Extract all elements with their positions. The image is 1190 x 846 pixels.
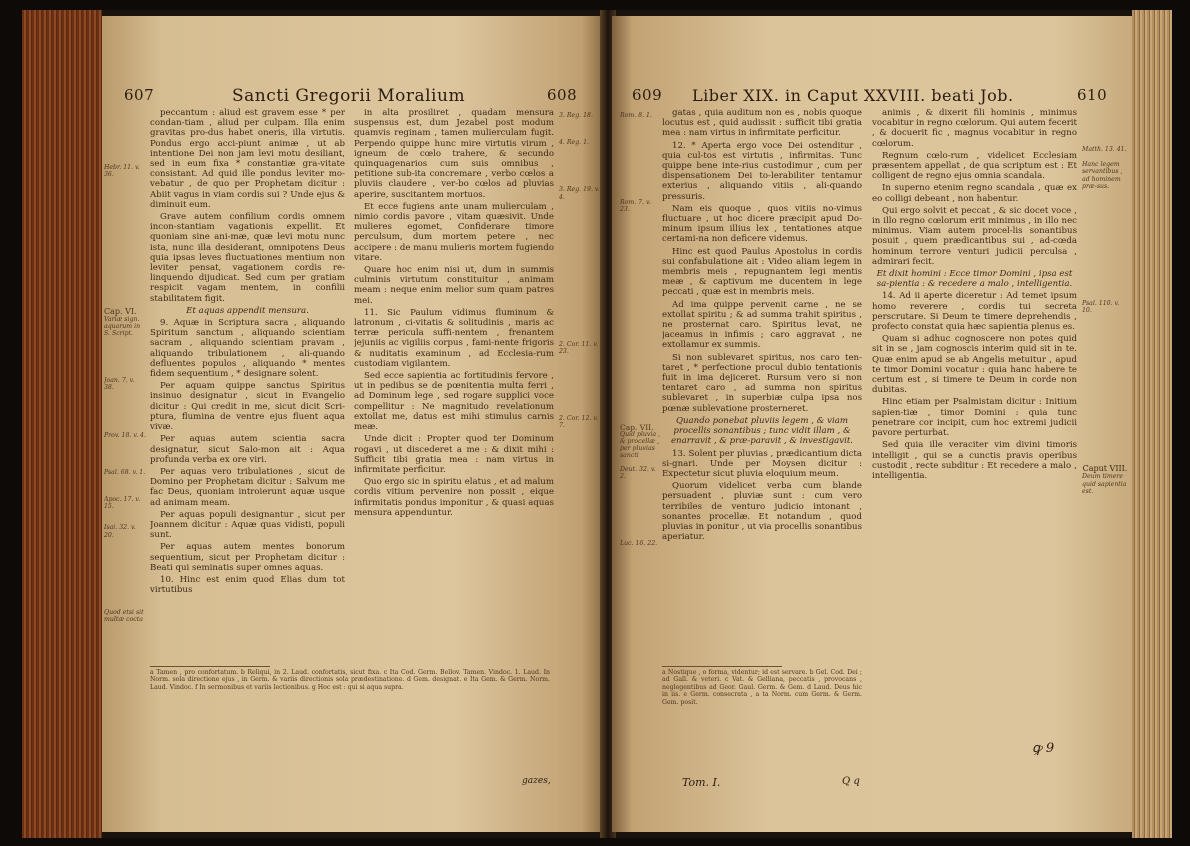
margin-note: Deut. 32. v. 2. [620, 465, 656, 480]
open-book [22, 10, 1172, 838]
paragraph: 13. Solent per pluvias , prædicantium dicta si-gnari. Unde per Moysen dicitur : Expectetur sicut pluvia eloquium meum. [662, 448, 862, 479]
right-page-inner-margin [620, 112, 662, 672]
paragraph: Grave autem confilium cordis omnem incon-stantiam vagationis expellit. Et quoniam sine ani-mæ, quæ levi motu nunc ista, nunc illa desiderant, omnipotens Deus quia ipsas leves fluctuationes mentium non leviter pensat, vagationem cordis re-linquendo dijudicat. Sed cum per gratiam respicit vagam mentem, in confilii stabilitatem figit. [150, 212, 345, 304]
margin-note: Quod etsi sit multæ cocta [104, 608, 144, 624]
margin-note: 3. Reg. 18. [559, 112, 593, 119]
verse-heading: Et aquas appendit mensura. [186, 305, 309, 316]
paragraph: Qui ergo solvit et peccat , & sic docet voce , in illo regno cœlorum erit minimus , in illo nec minimus. Viam autem procel-lis sonantibus posuit , quem prædicantibus sui , ad-cœda hominum terrore venturi judicii perculsa , admirari fecit. [872, 205, 1077, 267]
margin-note: Hebr. 11. v. 36. [104, 164, 140, 179]
right-page-column-b [872, 108, 1077, 668]
margin-note: Deum timere quid sapientia est. [1082, 473, 1127, 495]
margin-note: 2. Cor. 11. v. 23. [559, 340, 599, 356]
paragraph: 11. Sic Paulum vidimus fluminum & latronum , ci-vitatis & solitudinis , maris ac terræ pericula suffi-nentem , frenantem jejuniis ac vigiliis corpus , fami-nente frigoris & nuditatis examinum , ad Ecclesia-rum custodiam vigilantem. [354, 307, 554, 369]
left-page-column-a [150, 108, 345, 668]
footnote-text: a Nostique , o forma, videntur; id est servare. b Gel. Cod. Dei ; ad Gall. & veteri. c Vat. & Gelliana, peccatis , provocans , neglegentibus ad Geor. Gaul. Germ. & Gem. d Laud. Deus hic in iis. e Germ. consecrata , a ta Norm. cum Germ. & Germ. Gem. posit. [662, 669, 862, 706]
paragraph: Sed ecce sapientia ac fortitudinis fervore , ut in pedibus se de pœnitentia multa ferri , ad Dominum lege , sed rogare supplici voce compellitur : Ne magnitudo revelationum extollat me, datus est mihi stimulus carnis meæ. [354, 371, 554, 433]
margin-note: Luc. 16. 22. [620, 540, 658, 548]
margin-note: Isai. 32. v. 20. [104, 524, 136, 539]
left-page-outer-margin [104, 156, 146, 666]
margin-note: Rom. 7. v. 23. [620, 199, 651, 214]
signature-mark: Q q [842, 776, 860, 787]
left-page [102, 16, 602, 832]
margin-note: Matth. 13. 41. [1082, 146, 1127, 153]
margin-note: Hanc legem servantibus , ad hominem præ-sus. [1082, 161, 1123, 190]
paragraph: Unde dicit : Propter quod ter Dominum rogavi , ut discederet a me : & dixit mihi : Sufficit tibi gratia mea : nam virtus in infirmitate perficitur. [354, 434, 554, 475]
margin-note: Cap. VII. [620, 422, 654, 432]
footnote-text: a Tamen , pro confortatum. b Reliqui, in 2. Laud. confortatis, sicut fixa. c Ita Cod. Germ. Bellov. Tamen. Vindoc. 1. Laud. In Norm. sola directione ejus , in Germ. & variis directionis sola prædestinatione. d Gem. designat. e Ita Gem. & Germ. Norm. Laud. Vindoc. f In sermonibus et variis lectionibus. g Hoc est : qui si aqua supra. [150, 669, 550, 691]
paragraph: Sed quia ille veraciter vim divini timoris intelligit , qui se a cunctis pravis operibus custodit , recte subditur : Et recedere a malo , intelligentia. [872, 440, 1077, 481]
right-page-footnotes-a [662, 666, 862, 786]
paragraph: In superno etenim regno scandala , quæ ex eo colligi debeant , non habentur. [872, 183, 1077, 204]
handwritten-mark: ꝙ 9 [1032, 741, 1055, 756]
paragraph: 14. Ad ii aperte diceretur : Ad temet ipsum homo reverere , cordis tui secreta perscrutare. Si Deum te timere deprehendis , profecto constat quia hæc sapientia plenus es. [872, 291, 1077, 333]
paragraph: 10. Hinc est enim quod Elias dum tot virtutibus [150, 574, 345, 596]
margin-note: Psal. 110. v. 10. [1082, 300, 1120, 315]
margin-note: Joan. 7. v. 38. [104, 377, 135, 392]
paragraph: Et ecce fugiens ante unam mulierculam , nimio cordis pavore , vitam quæsivit. Unde mulieres egomet, Confiderare timore perculsum, dum mortem petere , nec accipere : de manu mulieris mortem fugiendo vitare. [354, 201, 554, 263]
paragraph: Regnum cœlo-rum , videlicet Ecclesiam præsentem appellat , de qua scriptum est : Et colligent de regno ejus omnia scandala. [872, 150, 1077, 182]
left-page-footnotes [150, 666, 550, 786]
paragraph: Quorum videlicet verba cum blande persuadent , pluviæ sunt : cum vero terribiles de venturo judicio intonant , sonantes procellæ. Et notandum , quod pluvias in ponitur , ut via procellis sonantibus aperiatur. [662, 481, 862, 543]
left-page-number-b: 608 [547, 86, 578, 104]
paragraph: Hinc etiam per Psalmistam dicitur : Initium sapien-tiæ , timor Domini : quia tunc penetrare cor incipit, cum hoc extremi judicii pavore perturbat. [872, 397, 1077, 439]
paragraph: Hinc est quod Paulus Apostolus in cordis sui confabulatione ait : Video aliam legem in membris meis , repugnantem legi mentis meæ , & captivum me ducentem in lege peccati , quæ est in membris meis. [662, 246, 862, 298]
paragraph: Ad ima quippe pervenit carne , ne se extollat spiritu ; & ad summa trahit spiritus , ne prosternat caro. Spiritus levat, ne jaceamus in infimis ; caro aggravat , ne extollamur ex summis. [662, 299, 862, 351]
margin-note: Quid pluvia , & procellæ , per pluvias sancti [620, 430, 660, 460]
margin-note: Psal. 68. v. 1. [104, 468, 146, 476]
verse-heading: Et dixit homini : Ecce timor Domini , ipsa est sa-pientia : & recedere a malo , intelligentia. [876, 269, 1073, 290]
left-page-number-a: 607 [124, 86, 155, 104]
paragraph: animis , & dixerit fili hominis , minimus vocabitur in regno cœlorum. Qui autem fecerit , & docuerit fic , magnus vocabitur in regno cœlorum. [872, 108, 1077, 149]
margin-note: 4. Reg. 1. [559, 139, 589, 147]
right-page-title: Liber XIX. in Caput XXVIII. beati Job. [692, 86, 1014, 105]
paragraph: Per aquas populi designantur , sicut per Joannem dicitur : Aquæ quas vidisti, populi sunt. [150, 509, 345, 541]
paragraph: Si non sublevaret spiritus, nos caro ten-taret , * perfectione procul dubio tentationis fuit in ima dejiceret. Rursum vero si non tentaret caro , ad summa non spiritus sublevaret , in superbiæ culpa ipsa nos pœnæ sublevatione prosterneret. [662, 352, 862, 414]
right-page-column-a [662, 108, 862, 668]
volume-mark: Tom. I. [682, 776, 721, 789]
footnote-rule [150, 666, 270, 667]
right-page [612, 16, 1132, 832]
margin-note: Prov. 18. v. 4. [104, 431, 146, 439]
paragraph: Per aquas vero tribulationes , sicut de Domino per Prophetam dicitur : Salvum me fac Deus, quoniam introierunt aquæ usque ad animam meam. [150, 466, 345, 508]
page-stack-left-edge [22, 10, 102, 838]
left-page-title: Sancti Gregorii Moralium [232, 86, 466, 106]
paragraph: Quam si adhuc cognoscere non potes quid sit in se , jam cognoscis interim quid sit in te. Quæ enim apud se ab Angelis metuitur , apud te timor Domini vocatur : quia hanc habere te certum est , si timere te Deum in corde non dubitas. [872, 334, 1077, 396]
footnote-rule [662, 666, 782, 667]
margin-note: Apoc. 17. v. 15. [104, 496, 141, 511]
left-page-inner-margin [559, 112, 601, 662]
margin-note: Cap. VI. [104, 307, 137, 317]
paragraph: Quare hoc enim nisi ut, dum in summis culminis virtutum constituitur , animam meam : neque enim melior sum quam patres mei. [354, 265, 554, 306]
right-page-number-b: 610 [1077, 86, 1108, 104]
paragraph: Nam eis quoque , quos vitiis no-vimus fluctuare , ut hoc dicere præcipit apud Do-minum ipsum illius lex , tentationes atque certami-na non deficere videmus. [662, 203, 862, 245]
right-page-outer-margin [1082, 112, 1128, 672]
catchword: gazes, [522, 776, 551, 786]
verse-heading: Quando ponebat pluviis legem , & viam procellis sonantibus ; tunc vidit illam , & enarravit , & præ-paravit , & investigavit. [670, 415, 854, 447]
paragraph: 9. Aquæ in Scriptura sacra , aliquando Spiritum sanctum , aliquando scientiam sacram , aliquando scientiam pravam , aliquando tribulationem , ali-quando defluentes populos , aliquando * mentes fidem sequentium , * designare solent. [150, 318, 345, 380]
paragraph: Per aquas autem scientia sacra designatur, sicut Salo-mon ait : Aqua profunda verba ex ore viri. [150, 434, 345, 465]
margin-note: 3. Reg. 19. v. 4. [559, 186, 600, 201]
page-stack-right-edge [1132, 10, 1172, 838]
right-page-number-a: 609 [632, 86, 663, 104]
paragraph: Per aquas autem mentes bonorum sequentium, sicut per Prophetam dicitur : Beati qui seminatis super omnes aquas. [150, 542, 345, 573]
paragraph: in alta prosiliret , quadam mensura suspensus est, dum Jezabel post modum quamvis reginam , tamen mulierculam fugit. Perpendo quippe hunc mire virtutis virum , igneum de cœlo trahere, & secundo quinquagenarios cum suis omnibus , petitione sub-ita concremare , verbo cœlos a pluviis claudere , ver-bo cœlos ad pluvias aperire, suscitantem mortuos. [354, 108, 554, 200]
margin-note: 2. Cor. 12. v. 7. [559, 415, 599, 430]
margin-note: Variæ sign. aquarum in S. Script. [104, 315, 141, 338]
paragraph: gatas , quia auditum non es , nobis quoque locutus est , quid audissit : sufficit tibi gratia mea : nam virtus in infirmitate perficitur. [662, 108, 862, 139]
paragraph: Per aquam quippe sanctus Spiritus insinuo designatur , sicut in Evangelio dicitur : Qui credit in me, sicut dicit Scri-ptura, flumina de ventre ejus fluent aqua vivæ. [150, 381, 345, 433]
chapter-marker: Caput VIII. [1082, 464, 1128, 474]
paragraph: Quo ergo sic in spiritu elatus , et ad malum cordis vitium pervenire non possit , eique infirmitatis pondus imponitur , & quasi aquas mensura appenduntur. [354, 477, 554, 518]
paragraph: peccantum : aliud est gravem esse * per condan-tiam , aliud per culpam. Illa enim gravitas pro-dus habet oneris, illa virtutis. Pondus ergo acci-piunt animæ , ut ab intentione Dei non jam levi motu desiliant, sed in eum fixa * constantiæ gra-vitate consistant. Ad quid ille pondus leviter mo-vebatur , de quo per Prophetam dicitur : Abiit vagus in viam cordis sui ? Unde ejus & diminuit eum. [150, 108, 345, 210]
margin-note: Rom. 8. 1. [620, 112, 652, 119]
paragraph: 12. * Aperta ergo voce Dei ostenditur , quia cul-tos est virtutis , infirmitas. Tunc quippe bene inte-rius custodimur , cum per dispensationem Dei to-lerabiliter tentamur exterius , aliquando vitiis , ali-quando pressuris. [662, 140, 862, 202]
left-page-column-b [354, 108, 554, 668]
